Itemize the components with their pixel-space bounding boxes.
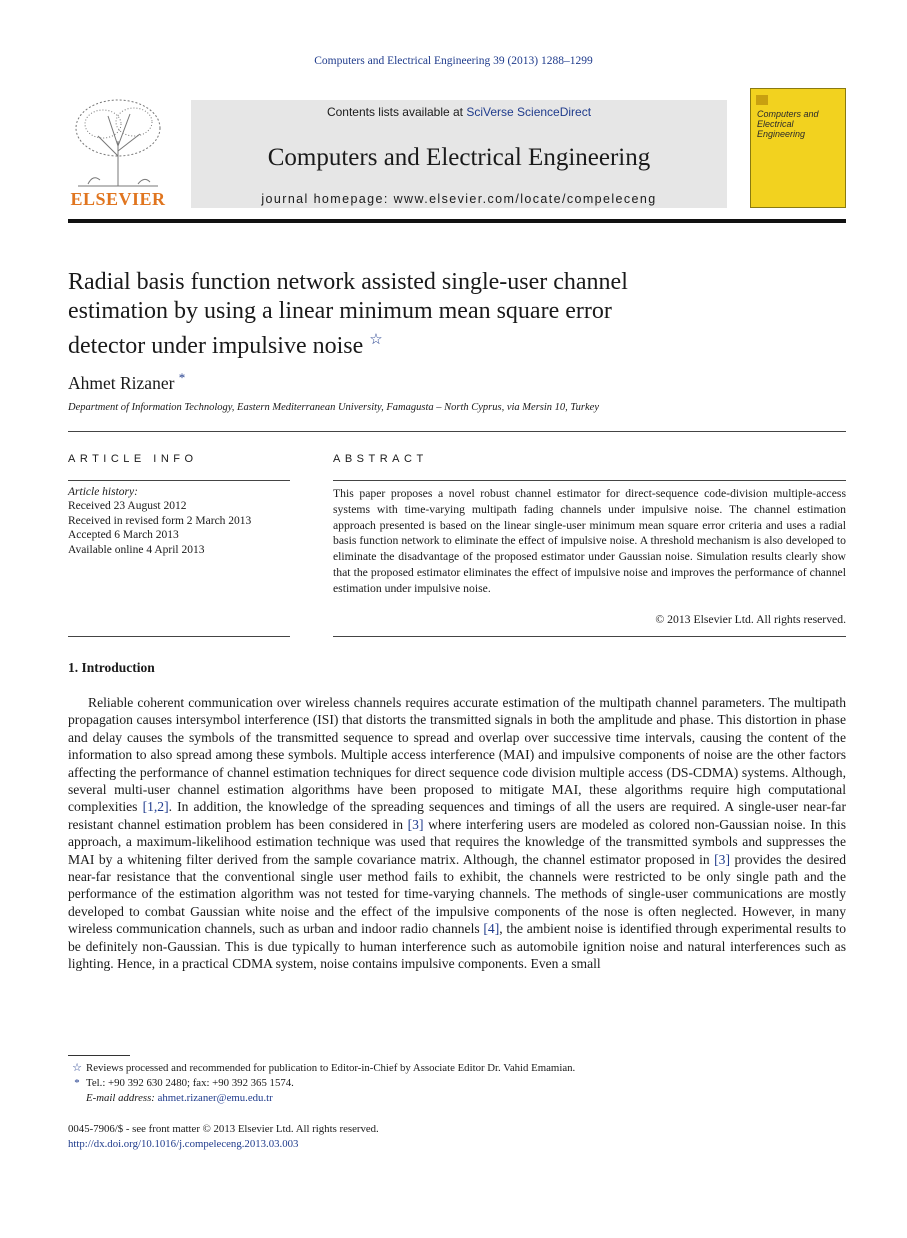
author-name: Ahmet Rizaner [68, 372, 175, 393]
issn-line: 0045-7906/$ - see front matter © 2013 Elsevier Ltd. All rights reserved. [68, 1123, 379, 1135]
journal-reference[interactable]: Computers and Electrical Engineering 39 (2013) 1288–1299 [314, 55, 593, 67]
abstract-copyright: © 2013 Elsevier Ltd. All rights reserved. [655, 613, 846, 626]
journal-title: Computers and Electrical Engineering [267, 144, 651, 171]
journal-homepage: journal homepage: www.elsevier.com/locate/compeleceng [261, 192, 657, 206]
history-item: Received 23 August 2012 [68, 500, 187, 513]
masthead [68, 88, 846, 222]
author-footnote-mark[interactable]: * [178, 370, 186, 385]
section-heading: 1. Introduction [68, 660, 155, 675]
footnotes [68, 1061, 846, 1106]
footnote-star-icon: ☆ [72, 1062, 82, 1074]
title-line: detector under impulsive noise [68, 333, 364, 359]
footnote-asterisk: * [74, 1077, 80, 1089]
footnote-item: * Tel.: +90 392 630 2480; fax: +90 392 365 1574. [68, 1076, 846, 1091]
article-info-label: ARTICLE INFO [68, 453, 198, 465]
divider [68, 431, 846, 432]
cover-title: Computers and Electrical Engineering [757, 109, 819, 139]
email-label: E-mail address: [86, 1092, 158, 1104]
publication-info [68, 1122, 379, 1152]
history-item: Available online 4 April 2013 [68, 543, 205, 556]
divider [68, 636, 290, 637]
footnote-item [68, 1091, 846, 1106]
divider [68, 480, 290, 481]
email-link[interactable]: ahmet.rizaner@emu.edu.tr [157, 1092, 273, 1104]
sciencedirect-link[interactable]: SciVerse ScienceDirect [466, 105, 592, 119]
journal-cover-thumbnail[interactable] [750, 88, 846, 208]
title-line: Radial basis function network assisted single-user channel [68, 269, 628, 295]
title-line: estimation by using a linear minimum mean square error [68, 298, 612, 324]
journal-header-box [191, 100, 727, 208]
citation-link[interactable]: [3] [714, 851, 731, 867]
footnote-rule [68, 1055, 130, 1056]
citation-link[interactable]: [3] [407, 816, 424, 832]
article-history [68, 485, 290, 557]
introduction-paragraph: Reliable coherent communication over wireless channels requires accurate estimation of the multipath channel parameters. The multipath propagation causes intersymbol interference (ISI) that distorts the transmitted signals in both the amplitude and phase. This distortion in phase and delay causes the symbols of the transmitted sequence to spread and overlap over successive time intervals, causing the content of the information to also spread among these symbols. Multiple access interference (MAI) and impulsive components of noise are the other factors affecting the performance of channel estimation techniques for direct sequence code division multiple access (DS-CDMA) systems. Although, several multi-user channel estimation algorithms have been proposed to mitigate MAI, these algorithms require high computational complexities [1,2]. In addition, the knowledge of the spreading sequences and timings of all the users are required. A single-user near-far resistant channel estimation problem has been considered in [3] where interfering users are modeled as colored non-Gaussian noise. In this approach, a maximum-likelihood estimation technique was used that requires the knowledge of the transmitted symbols and suppresses the MAI by a whitening filter derived from the sample covariance matrix. Although, the channel estimator proposed in [3] provides the desired near-far resistance that the conventional single user method fails to exhibit, the channels were restricted to be only single path and the performance of the estimation algorithm was not tested for time-varying channels. The methods of single-user communications are mostly developed to combat Gaussian white noise and the effect of the impulsive components of the nose is often neglected. However, in many wireless communication channels, such as urban and indoor radio channels [4], the ambient noise is identified through experimental results to be definitely non-Gaussian. This is due typically to human interference such as automobile ignition noise and natural interferences such as lighting. Hence, in a practical CDMA system, noise contains impulsive components. Even a small [68, 695, 846, 972]
homepage-link[interactable]: www.elsevier.com/locate/compeleceng [393, 192, 657, 206]
footnote-item: ☆ Reviews processed and recommended for publication to Editor-in-Chief by Associate Editor Dr. Vahid Emamian. [68, 1061, 846, 1076]
divider [333, 636, 846, 637]
cover-mark-icon [756, 95, 768, 105]
contents-line: Contents lists available at SciVerse ScienceDirect [326, 105, 592, 119]
header-rule [68, 219, 846, 223]
title-footnote-star-icon[interactable]: ☆ [369, 332, 383, 348]
article-title [68, 268, 768, 361]
affiliation: Department of Information Technology, Eastern Mediterranean University, Famagusta – North Cyprus, via Mersin 10, Turkey [68, 402, 599, 413]
doi-link[interactable]: http://dx.doi.org/10.1016/j.compeleceng.2013.03.003 [68, 1138, 299, 1150]
history-title: Article history: [68, 486, 138, 498]
publisher-name[interactable]: ELSEVIER [70, 189, 166, 209]
citation-link[interactable]: [4] [483, 921, 500, 937]
abstract-text: This paper proposes a novel robust channel estimator for direct-sequence code-division multiple-access systems with time-varying multipath fading channels under impulsive noise. The channel estimation approach presented is based on the linear single-user minimum mean square error criteria and uses a radial basis function network to eliminate the effect of impulsive noise. A threshold mechanism is also developed to eliminate the disadvantage of the proposed estimator under Gaussian noise. Simulation results clearly show that the proposed estimator eliminates the effect of impulsive noise and improves the performance of channel estimation under impulsive noise. [333, 487, 846, 595]
author [68, 370, 185, 394]
divider [333, 480, 846, 481]
history-item: Accepted 6 March 2013 [68, 529, 179, 542]
abstract-label: ABSTRACT [333, 453, 428, 465]
citation-link[interactable]: [1,2] [142, 799, 169, 815]
history-item: Received in revised form 2 March 2013 [68, 514, 252, 527]
